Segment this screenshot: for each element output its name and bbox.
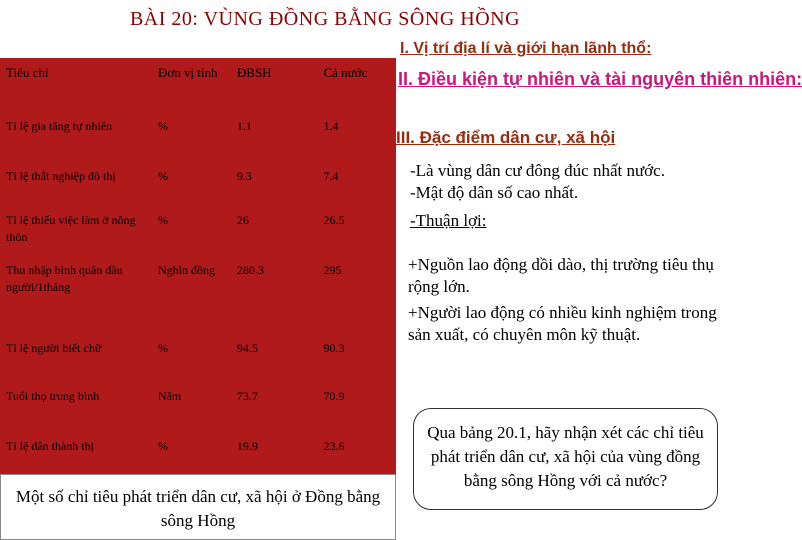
row-criteria: Tỉ lệ người biết chữ — [6, 341, 102, 355]
row-country: 23.6 — [323, 439, 345, 453]
slide-title: BÀI 20: VÙNG ĐỒNG BẰNG SÔNG HỒNG — [129, 8, 521, 30]
advantage-experience: +Người lao động có nhiều kinh nghiệm trong sản xuất, có chuyên môn kỹ thuật. — [408, 303, 717, 344]
outline-heading-population[interactable]: III. Đặc điểm dân cư, xã hội — [396, 128, 616, 147]
header-criteria: Tiêu chí — [6, 65, 49, 80]
row-country: 295 — [323, 263, 342, 277]
row-unit: % — [157, 169, 168, 183]
stats-table-panel — [0, 58, 396, 474]
row-dbsh: 9.3 — [236, 169, 252, 183]
row-country: 7.4 — [323, 169, 339, 183]
advantages-label: -Thuận lợi: — [410, 211, 487, 230]
row-unit: % — [157, 213, 168, 227]
row-country: 90.3 — [323, 341, 345, 355]
row-unit: % — [157, 341, 168, 355]
row-criteria: Thu nhập bình quân đầu người/1tháng — [6, 263, 123, 295]
row-dbsh: 73.7 — [236, 389, 258, 403]
stats-table — [0, 58, 396, 474]
header-dbsh: ĐBSH — [236, 65, 272, 80]
row-criteria: Tỉ lệ gia tăng tự nhiên — [6, 119, 113, 133]
table-row — [0, 424, 396, 474]
table-row — [0, 256, 396, 322]
outline-heading-location[interactable]: I. Vị trí địa lí và giới hạn lãnh thổ: — [400, 40, 652, 57]
row-dbsh: 280.3 — [236, 263, 264, 277]
table-row — [0, 322, 396, 374]
table-row — [0, 206, 396, 256]
table-row — [0, 112, 396, 162]
outline-heading-natural-conditions[interactable]: II. Điều kiện tự nhiên và tài nguyên thiên nhiên: — [398, 69, 802, 89]
table-header-row — [0, 58, 396, 112]
row-criteria: Tỉ lệ thiếu việc làm ở nông thôn — [6, 213, 136, 245]
table-row — [0, 374, 396, 424]
row-unit: % — [157, 119, 168, 133]
row-country: 1.4 — [323, 119, 339, 133]
table-caption: Một số chỉ tiêu phát triển dân cư, xã hội ở Đồng bằng sông Hồng — [0, 474, 396, 540]
row-unit: Nghìn đồng — [157, 263, 215, 277]
row-criteria: Tuổi thọ trung bình — [6, 389, 100, 403]
row-country: 70.9 — [323, 389, 345, 403]
row-criteria: Tỉ lệ thất nghiệp đô thị — [6, 169, 116, 183]
row-dbsh: 26 — [236, 213, 249, 227]
row-dbsh: 19.9 — [236, 439, 258, 453]
row-unit: % — [157, 439, 168, 453]
advantage-labor: +Nguồn lao động dồi dào, thị trường tiêu thụ rộng lớn. — [408, 255, 714, 296]
row-criteria: Tỉ lệ dân thành thị — [6, 439, 94, 453]
row-dbsh: 1.1 — [236, 119, 252, 133]
row-unit: Năm — [157, 389, 182, 403]
row-country: 26.5 — [323, 213, 345, 227]
question-callout: Qua bảng 20.1, hãy nhận xét các chỉ tiêu phát triển dân cư, xã hội của vùng đồng bằng sông Hồng với cả nước? — [413, 408, 718, 510]
population-point-density: -Mật độ dân số cao nhất. — [410, 183, 579, 202]
population-point-dense: -Là vùng dân cư đông đúc nhất nước. — [410, 161, 665, 180]
row-dbsh: 94.5 — [236, 341, 258, 355]
header-unit: Đơn vị tính — [157, 65, 218, 80]
table-row — [0, 162, 396, 206]
header-country: Cả nước — [323, 65, 368, 80]
